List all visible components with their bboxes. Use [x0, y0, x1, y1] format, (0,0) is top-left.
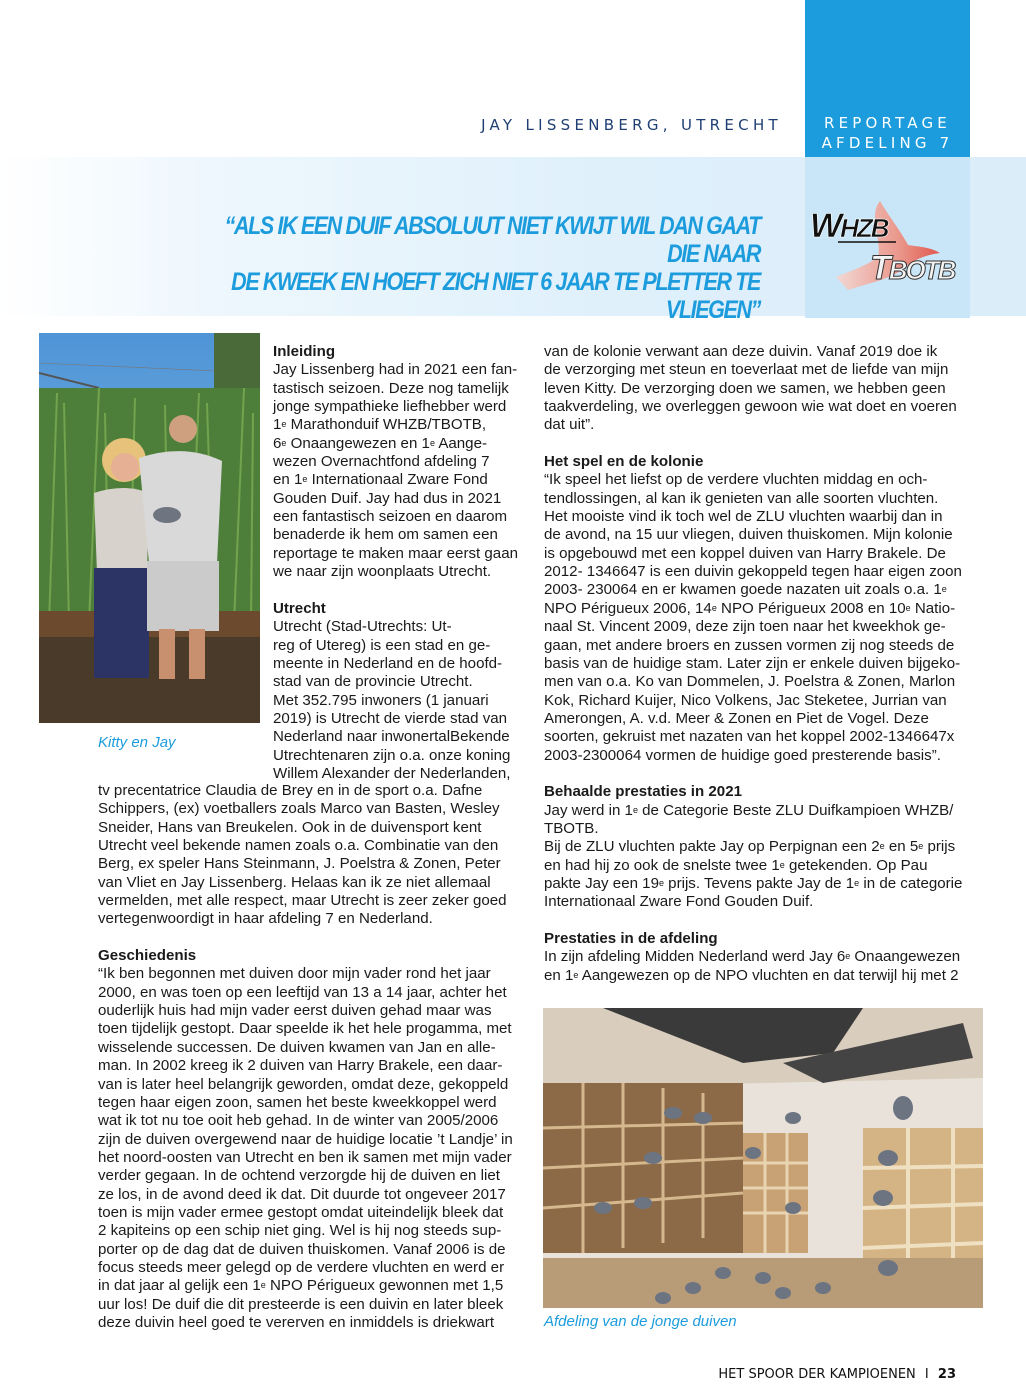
text-line: 2003-2300064 vormen de huidige goed presterende basis”. [544, 746, 941, 764]
paragraph-spel-en-kolonie [544, 471, 984, 765]
text-line: vertegenwoordigt in haar afdeling 7 en Nederland. [98, 910, 433, 928]
text-line: benaderde ik hem om samen een [273, 526, 498, 544]
text-line: deze duivin heel goed te vererven en inmiddels is driekwart [98, 1313, 495, 1331]
text-line: Amerongen, A. v.d. Meer & Zonen en Piet de Vogel. Deze [544, 709, 929, 727]
photo-caption-kitty-en-jay: Kitty en Jay [98, 734, 176, 751]
column-intro [273, 343, 538, 783]
section-label-line1: REPORTAGE [824, 114, 951, 132]
heading-spel-en-kolonie: Het spel en de kolonie [544, 453, 704, 471]
text-line: toen tijdelijk gestopt. Daar speelde ik het hele progamma, met [98, 1020, 512, 1038]
photo-afdeling-jonge-duiven [543, 1008, 983, 1308]
text-line: In zijn afdeling Midden Nederland werd Jay 6e Onaangewezen [544, 948, 961, 966]
text-line: Sneider, Hans van Breukelen. Ook in de duivensport kent [98, 818, 482, 836]
text-line: van Vliet en Jay Lissenberg. Helaas kan ik ze niet allemaal [98, 873, 491, 891]
text-line: ze los, in de avond deed ik dat. Dit duurde tot ongeveer 2017 [98, 1185, 506, 1203]
section-label [805, 113, 970, 153]
text-line: 2003- 230064 en er kwamen goede nazaten uit zoals o.a. 1e [544, 581, 947, 599]
paragraph-geschiedenis [98, 965, 538, 1332]
text-line: is opgebouwd met een koppel duiven van Harry Brakele. De [544, 544, 946, 562]
text-line: Utrecht veel bekende namen zoals o.a. Combinatie van den [98, 837, 499, 855]
text-line: Nederland naar inwonertalBekende [273, 728, 510, 746]
text-line: zijn de duiven overgewend naar de huidige locatie ’t Landje’ in [98, 1130, 513, 1148]
whzb-tbotb-logo [808, 195, 968, 295]
text-line: van is later heel belangrijk geworden, omdat deze, gekoppeld [98, 1075, 509, 1093]
text-line: Gouden Duif. Jay had dus in 2021 [273, 489, 502, 507]
pull-quote [192, 212, 760, 324]
text-line: naal St. Vincent 2009, deze zijn toen naar het kweekhok ge- [544, 618, 946, 636]
pull-quote-line2: DE KWEEK EN HOEFT ZICH NIET 6 JAAR TE PLETTER TE VLIEGEN” [231, 268, 761, 324]
text-line: Met 352.795 inwoners (1 januari [273, 691, 489, 709]
text-line: porter op de dag dat de duiven thuiskomen. Vanaf 2006 is de [98, 1240, 506, 1258]
text-line: het noord-oosten van Utrecht en ben ik samen met mijn vader [98, 1148, 512, 1166]
text-line: Jay Lissenberg had in 2021 een fan- [273, 361, 518, 379]
text-line: stad van de provincie Utrecht. [273, 673, 473, 691]
text-line: pakte Jay een 19e prijs. Tevens pakte Jay de 1e in de categorie [544, 874, 963, 892]
text-line: en 1e Aangewezen op de NPO vluchten en dat terwijl hij met 2 [544, 966, 959, 984]
text-line: Jay werd in 1e de Categorie Beste ZLU Duifkampioen WHZB/ [544, 801, 954, 819]
text-line: de verzorging met steun en toeverlaat met de liefde van mijn [544, 361, 949, 379]
heading-geschiedenis: Geschiedenis [98, 947, 197, 965]
page-footer [718, 1367, 956, 1382]
paragraph-geschiedenis-cont [544, 343, 984, 435]
heading-inleiding: Inleiding [273, 343, 336, 360]
text-line: Willem Alexander der Nederlanden, [273, 764, 511, 782]
photo-kitty-en-jay [39, 333, 260, 723]
text-line: tegen haar eigen zoon, samen het beste kweekkoppel werd [98, 1093, 497, 1111]
text-line: gaan, met andere broers en zussen vormen zij nog steeds de [544, 636, 955, 654]
text-line: tendlossingen, al kan ik genieten van alle soorten vluchten. [544, 489, 939, 507]
text-line: jonge sympathieke liefhebber werd [273, 398, 507, 416]
text-line: reportage te maken maar eerst gaan [273, 544, 518, 562]
text-line: een fantastisch seizoen en daarom [273, 508, 508, 526]
column-left-wide [98, 782, 538, 1332]
text-line: 2012- 1346647 is een duivin gekoppeld tegen haar eigen zoon [544, 563, 962, 581]
page-number: 23 [937, 1367, 956, 1382]
text-line: reg of Utereg) is een stad en ge- [273, 636, 491, 654]
text-line: “Ik speel het liefst op de verdere vluchten middag en och- [544, 471, 928, 489]
footer-separator: I [924, 1367, 929, 1382]
logo-text-top: WHZB [810, 207, 888, 245]
text-line: Berg, ex speler Hans Steinmann, J. Poelstra & Zonen, Peter [98, 855, 501, 873]
text-line: 2000, en was toen op een leeftijd van 13 a 14 jaar, achter het [98, 983, 507, 1001]
paragraph-prestaties-afdeling [544, 948, 984, 985]
text-line: men van o.a. Ko van Dommelen, J. Poelstra & Zonen, Marlon [544, 673, 956, 691]
text-line: Schippers, (ex) voetballers zoals Marco van Basten, Wesley [98, 800, 500, 818]
text-line: uur los! De duif die dit presteerde is een duivin en later bleek [98, 1295, 504, 1313]
text-line: 6e Onaangewezen en 1e Aange- [273, 434, 487, 452]
text-line: man. In 2002 kreeg ik 2 duiven van Harry Brakele, een daar- [98, 1057, 503, 1075]
text-line: 1e Marathonduif WHZB/TBOTB, [273, 416, 487, 434]
text-line: toen is mijn vader ermee gestopt omdat uiteindelijk bleek dat [98, 1203, 504, 1221]
text-line: soorten, gekruist met nazaten van het koppel 2002-1346647x [544, 728, 955, 746]
text-line: leven Kitty. De verzorging doen we samen, we hebben geen [544, 379, 946, 397]
paragraph-utrecht [273, 618, 538, 783]
text-line: in dat jaar al gelijk een 1e NPO Périgueux gewonnen met 1,5 [98, 1277, 504, 1295]
text-line: wat ik tot nu toe ooit heb gehad. In de winter van 2005/2006 [98, 1112, 499, 1130]
text-line: taakverdeling, we overleggen gewoon wie wat doet en voeren [544, 398, 957, 416]
pull-quote-line1: “ALS IK EEN DUIF ABSOLUUT NIET KWIJT WIL DAN GAAT DIE NAAR [224, 212, 760, 268]
paragraph-behaalde-prestaties [544, 802, 984, 912]
text-line: verder gegaan. In de ochtend verzorgde hij de duiven en liet [98, 1167, 500, 1185]
text-line: we naar zijn woonplaats Utrecht. [273, 563, 492, 581]
column-right [544, 343, 984, 985]
publication-name: HET SPOOR DER KAMPIOENEN [718, 1367, 916, 1382]
text-line: meente in Nederland en de hoofd- [273, 654, 503, 672]
paragraph-utrecht-cont [98, 782, 538, 929]
text-line: wisselende successen. De duiven kwamen van Jan en alle- [98, 1038, 496, 1056]
text-line: en had hij zo ook de snelste twee 1e getekenden. Op Pau [544, 856, 928, 874]
byline: JAY LISSENBERG, UTRECHT [481, 116, 782, 134]
text-line: vermelden, met alle respect, maar Utrecht is zeer zeker goed [98, 892, 507, 910]
paragraph-inleiding [273, 361, 538, 581]
text-line: dat uit”. [544, 416, 595, 434]
text-line: van de kolonie verwant aan deze duivin. Vanaf 2019 doe ik [544, 343, 938, 360]
section-label-line2: AFDELING 7 [821, 134, 954, 152]
text-line: tastisch seizoen. Deze nog tamelijk [273, 379, 509, 397]
heading-utrecht: Utrecht [273, 599, 326, 617]
text-line: focus steeds meer gelegd op de verdere vluchten en werd er [98, 1258, 505, 1276]
text-line: 2 kapiteins op een schip niet ging. Wel is hij nog steeds sup- [98, 1222, 502, 1240]
heading-behaalde-prestaties: Behaalde prestaties in 2021 [544, 783, 742, 801]
text-line: ouderlijk huis had mijn vader eerst duiven gehad maar was [98, 1002, 492, 1020]
text-line: 2019) is Utrecht de vierde stad van [273, 709, 508, 727]
text-line: NPO Périgueux 2006, 14e NPO Périgueux 2008 en 10e Natio- [544, 599, 956, 617]
text-line: en 1e Internationaal Zware Fond [273, 471, 488, 489]
photo-caption-afdeling: Afdeling van de jonge duiven [544, 1313, 737, 1330]
text-line: de avond, na 15 uur vliegen, duiven thuiskomen. Mijn kolonie [544, 526, 953, 544]
text-line: TBOTB. [544, 819, 599, 837]
text-line: Internationaal Zware Fond Gouden Duif. [544, 893, 814, 911]
text-line: Utrecht (Stad-Utrechts: Ut- [273, 618, 452, 636]
text-line: Bij de ZLU vluchten pakte Jay op Perpignan een 2e en 5e prijs [544, 838, 956, 856]
text-line: Het mooiste vind ik toch wel de ZLU vluchten waarbij dan in [544, 508, 943, 526]
text-line: “Ik ben begonnen met duiven door mijn vader rond het jaar [98, 965, 491, 983]
text-line: Utrechtenaren zijn o.a. onze koning [273, 746, 511, 764]
text-line: Kok, Richard Kuijer, Nico Volkens, Jac Steketee, Jurrian van [544, 691, 947, 709]
text-line: wezen Overnachtfond afdeling 7 [273, 453, 490, 471]
text-line: tv precentatrice Claudia de Brey en in de sport o.a. Dafne [98, 782, 483, 799]
text-line: basis van de huidige stam. Later zijn er enkele duiven bijgeko- [544, 654, 961, 672]
heading-prestaties-afdeling: Prestaties in de afdeling [544, 930, 718, 947]
logo-text-bottom: TBOTB [870, 249, 955, 287]
